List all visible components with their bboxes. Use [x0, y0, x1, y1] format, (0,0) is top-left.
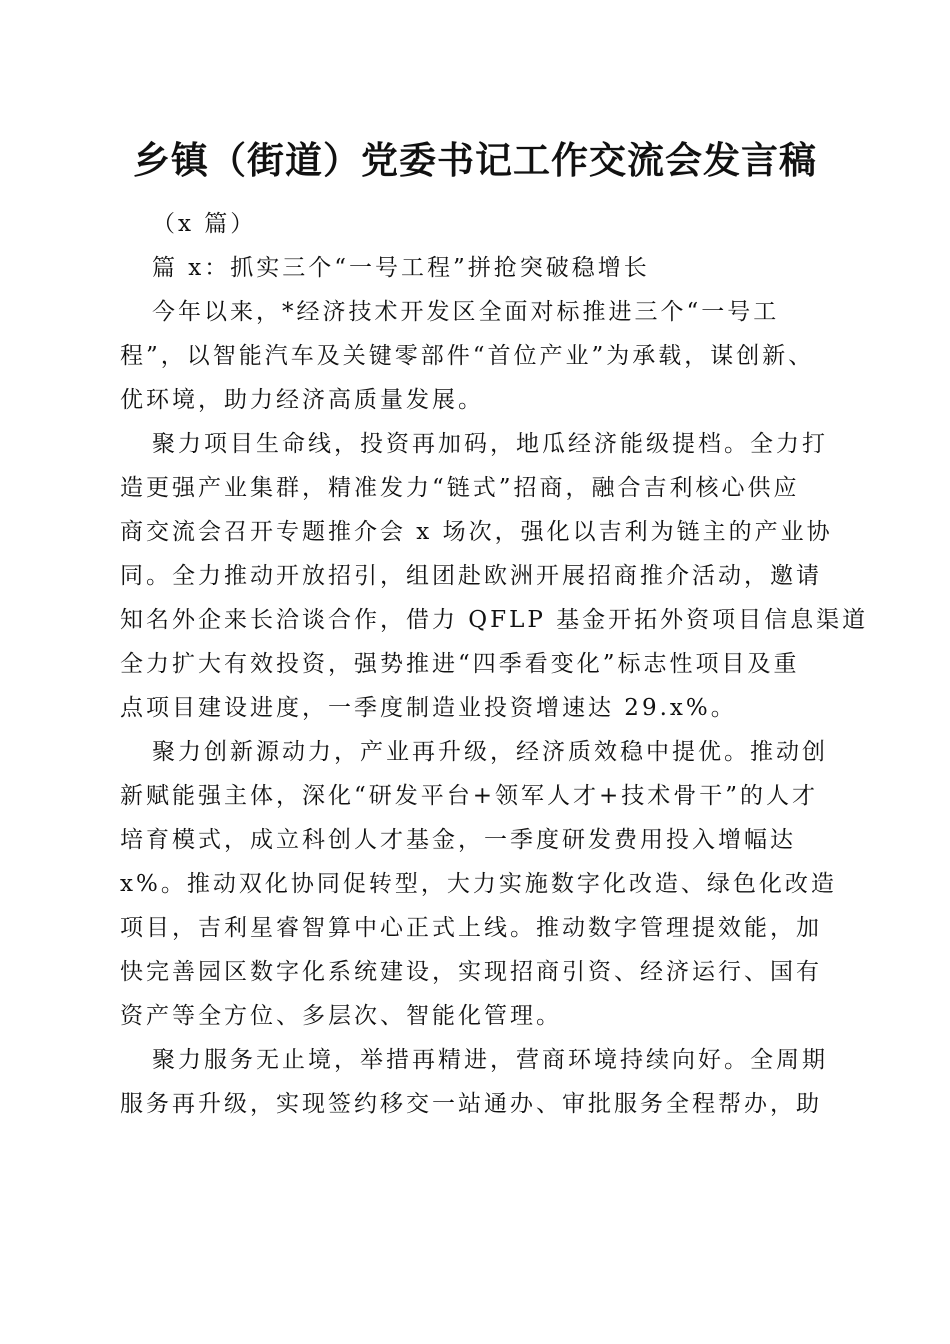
paragraph-line: 点项目建设进度，一季度制造业投资增速达 29.x%。 [120, 695, 737, 721]
paragraph-line: 聚力创新源动力，产业再升级，经济质效稳中提优。推动创 [152, 739, 828, 765]
paragraph-line: 全力扩大有效投资，强势推进“四季看变化”标志性项目及重 [120, 651, 800, 677]
paragraph-line: x%。推动双化协同促转型，大力实施数字化改造、绿色化改造 [120, 871, 837, 897]
paragraph-line: 快完善园区数字化系统建设，实现招商引资、经济运行、国有 [120, 959, 822, 985]
paragraph-line: 培育模式，成立科创人才基金，一季度研发费用投入增幅达 [120, 827, 796, 853]
paragraph-line: 新赋能强主体，深化“研发平台+领军人才+技术骨干”的人才 [120, 783, 819, 809]
paragraph-line: 服务再升级，实现签约移交一站通办、审批服务全程帮办，助 [120, 1091, 822, 1117]
paragraph-line: 商交流会召开专题推介会 x 场次，强化以吉利为链主的产业协 [120, 519, 833, 545]
paragraph-line: 篇 x：抓实三个“一号工程”拼抢突破稳增长 [152, 255, 650, 281]
document-body [120, 202, 869, 1126]
paragraph-line: 优环境，助力经济高质量发展。 [120, 387, 484, 413]
paragraph-line: 同。全力推动开放招引，组团赴欧洲开展招商推介活动，邀请 [120, 563, 822, 589]
paragraph-line: 项目，吉利星睿智算中心正式上线。推动数字管理提效能，加 [120, 915, 822, 941]
paragraph-line: （x 篇） [152, 211, 257, 237]
paragraph-line: 资产等全方位、多层次、智能化管理。 [120, 1003, 562, 1029]
paragraph-line: 程”，以智能汽车及关键零部件“首位产业”为承载，谋创新、 [120, 343, 815, 369]
page-title: 乡镇（街道）党委书记工作交流会发言稿 [133, 138, 817, 182]
paragraph-line: 知名外企来长洽谈合作，借力 QFLP 基金开拓外资项目信息渠道 [120, 607, 869, 633]
paragraph-line: 聚力项目生命线，投资再加码，地瓜经济能级提档。全力打 [152, 431, 828, 457]
paragraph-line: 聚力服务无止境，举措再精进，营商环境持续向好。全周期 [152, 1047, 828, 1073]
paragraph-line: 今年以来，*经济技术开发区全面对标推进三个“一号工 [152, 299, 780, 325]
paragraph-line: 造更强产业集群，精准发力“链式”招商，融合吉利核心供应 [120, 475, 800, 501]
